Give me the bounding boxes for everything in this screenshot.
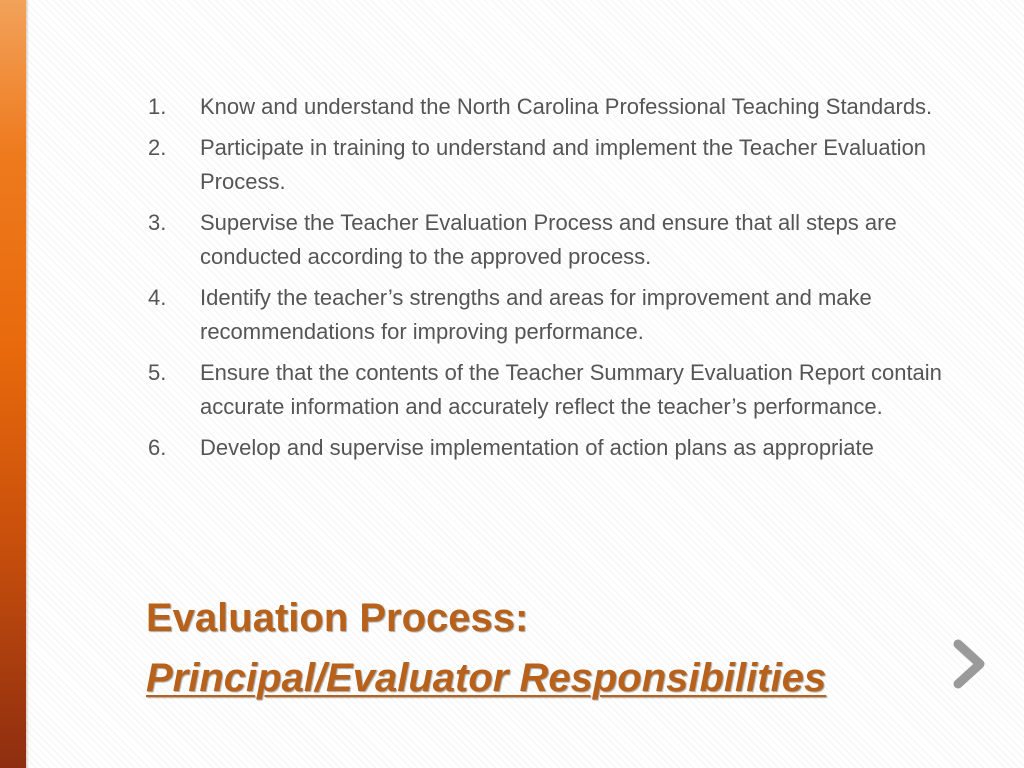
list-item-text: Participate in training to understand and implement the Teacher Evaluation Process. <box>200 135 927 194</box>
list-item <box>148 356 948 424</box>
list-item-number: 2. <box>148 135 167 160</box>
list-item-number: 3. <box>148 210 167 235</box>
list-item <box>148 90 948 124</box>
list-item-number: 6. <box>148 435 167 460</box>
chevron-right-icon[interactable] <box>946 638 994 690</box>
list-item-text: Develop and supervise implementation of action plans as appropriate <box>200 435 874 460</box>
list-item-text: Supervise the Teacher Evaluation Process and ensure that all steps are conducted according to the approved process. <box>200 210 897 269</box>
list-item <box>148 431 948 465</box>
list-item-number: 5. <box>148 360 167 385</box>
responsibilities-list <box>148 90 948 472</box>
orange-side-bar <box>0 0 26 768</box>
list-item-text: Know and understand the North Carolina Professional Teaching Standards. <box>200 94 933 119</box>
list-item-number: 4. <box>148 285 167 310</box>
list-item <box>148 206 948 274</box>
list-item-number: 1. <box>148 94 167 119</box>
list-item <box>148 281 948 349</box>
list-item-text: Ensure that the contents of the Teacher Summary Evaluation Report contain accurate information and accurately reflect the teacher’s performance. <box>200 360 942 419</box>
slide-title: Evaluation Process: <box>146 596 529 640</box>
list-item-text: Identify the teacher’s strengths and areas for improvement and make recommendations for improving performance. <box>200 285 872 344</box>
list-item <box>148 131 948 199</box>
slide-subtitle: Principal/Evaluator Responsibilities <box>146 656 827 700</box>
side-bar-shadow <box>26 0 29 768</box>
